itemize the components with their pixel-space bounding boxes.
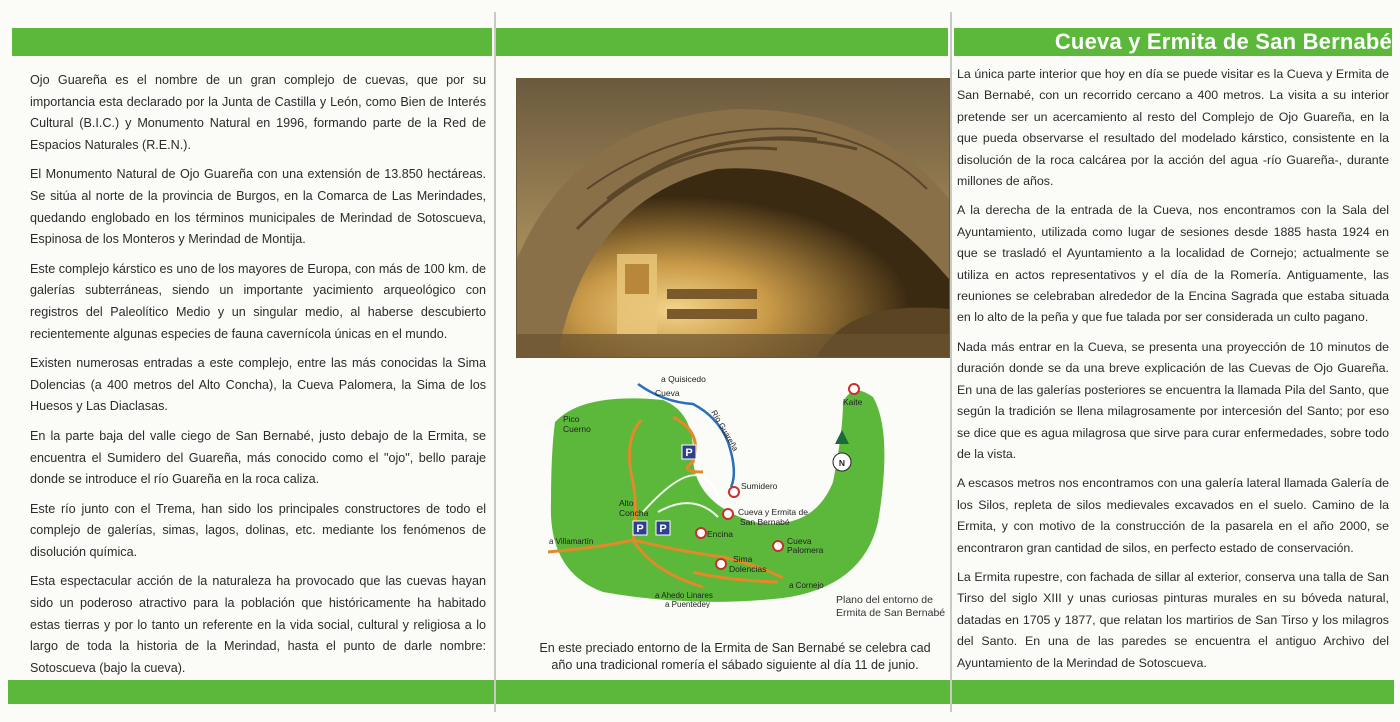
label-ermita-1: Cueva y Ermita de (738, 507, 808, 517)
marker-sumidero (729, 487, 739, 497)
right-paragraph-4: A escasos metros nos encontramos con una galería lateral llamada Galería de los Silos, repleta de silos medievales excavados en el suelo. Camino de la Ermita, y con motivo de la construcción de la pasarela en el año 2000, se encontraron gran cantidad de silos, en perfecto estado de conservación. (957, 476, 1389, 555)
romeria-caption-line-2: año una tradicional romería el sábado siguiente al día 11 de junio. (551, 657, 919, 672)
marker-palomera (773, 541, 783, 551)
right-paragraph-5: La Ermita rupestre, con fachada de sillar al exterior, conserva una talla de San Tirso del siglo XIII y unas curiosas pinturas murales en su bóveda natural, datadas en 1705 y 1877, que relatan los martirios de San Tirso y los milagros del Santo. En una de las paredes se encuentra el antiguo Archivo del Ayuntamiento de la Merindad de Sotoscueva. (957, 569, 1389, 670)
map-caption-line-2: Ermita de San Bernabé (836, 607, 946, 619)
parking-label-3: P (659, 523, 667, 535)
label-sumidero: Sumidero (741, 481, 778, 491)
label-quisicedo: a Quisicedo (661, 374, 706, 384)
left-paragraph-3: Este complejo kárstico es uno de los mayores de Europa, con más de 100 km. de galerías subterráneas, siendo un importante yacimiento arqueológico con registros del Paleolítico Medio y un singular medio, al haberse descubierto recientemente algunas especies de fauna cavernícola únicas en el mundo. (30, 261, 486, 341)
left-paragraph-2: El Monumento Natural de Ojo Guareña con una extensión de 13.850 hectáreas. Se sitúa al norte de la provincia de Burgos, en la Comarca de Las Merindades, quedando englobado en los términos municipales de Merindad de Sotoscueva, Espinosa de los Monteros y Merindad de Montija. (30, 167, 486, 247)
left-paragraph-6: Este río junto con el Trema, han sido los principales constructores de todo el complejo de galerías, simas, lagos, dolinas, etc. mediante los fenómenos de disolución química. (30, 501, 486, 559)
label-cuerno: Cuerno (563, 424, 591, 434)
marker-ermita (723, 509, 733, 519)
marker-kaite (849, 384, 859, 394)
left-column-text (30, 70, 486, 687)
label-palomera-2: Palomera (787, 545, 824, 555)
marker-dolencias (716, 559, 726, 569)
top-bar-left (12, 28, 492, 56)
label-dolencias-2: Dolencias (729, 564, 767, 574)
label-concha: Concha (619, 508, 649, 518)
label-cueva-top: Cueva (655, 388, 680, 398)
panel-title: Cueva y Ermita de San Bernabé (1054, 29, 1392, 54)
right-column-text (957, 64, 1389, 682)
fold-line-left (494, 12, 496, 712)
left-paragraph-7: Esta espectacular acción de la naturaleza ha provocado que las cuevas hayan sido un poderoso atractivo para la población que históricamente ha habitado estas tierras y por lo tanto un referente en la vida social, cultural y religiosa a lo largo de toda la historia de la Merindad, hasta el punto de darle nombre: Sotoscueva (bajo la cueva). (30, 574, 486, 675)
location-map (543, 372, 953, 608)
label-pico: Pico (563, 414, 580, 424)
marker-encina (696, 528, 706, 538)
label-kaite: Kaite (843, 397, 863, 407)
label-ahedo-2: a Puentedey (665, 600, 710, 608)
label-palomera-1: Cueva (787, 536, 812, 546)
right-paragraph-3: Nada más entrar en la Cueva, se presenta una proyección de 10 minutos de duración donde se da una breve explicación de las Cuevas de Ojo Guareña. En una de las galerías posteriores se encuentra la llamada Pila del Santo, que según la tradición se llena milagrosamente por intercesión del Santo; por eso se dice que es agua milagrosa que sirve para curar enfermedades, sobre todo de la vista. (957, 339, 1389, 461)
romeria-caption-line-1: En este preciado entorno de la Ermita de San Bernabé se celebra cad (539, 641, 931, 655)
label-rio: Río Guareña (709, 408, 740, 453)
left-paragraph-1: Ojo Guareña es el nombre de un gran complejo de cuevas, que por su importancia esta declarado por la Junta de Castilla y León, como Bien de Interés Cultural (B.I.C.) y Monumento Natural en 1996, formando parte de la Red de Espacios Naturales (R.E.N.). (30, 73, 486, 152)
cave-photo-illustration (517, 79, 949, 357)
left-paragraph-5: En la parte baja del valle ciego de San Bernabé, justo debajo de la Ermita, se encuentra el Sumidero del Guareña, más conocido como el "ojo", bello paraje donde se introduce el río Guareña en la roca caliza. (30, 428, 486, 487)
label-encina: Encina (707, 529, 733, 539)
map-caption (836, 594, 945, 620)
right-paragraph-1: La única parte interior que hoy en día se puede visitar es la Cueva y Ermita de San Bernabé, con un recorrido cercano a 400 metros. La visita a su interior pretende ser un acercamiento al resto del Complejo de Ojo Guareña, en la que pueda observarse el resultado del modelado kárstico, consistente en la disolución de la roca calcárea por la acción del agua -río Guareña-, durante millones de años. (957, 67, 1389, 189)
left-paragraph-4: Existen numerosas entradas a este complejo, entre las más conocidas la Sima Dolencias (a 400 metros del Alto Concha), la Cueva Palomera, la Sima de los Huesos y Las Diaclasas. (30, 356, 486, 414)
romeria-caption (525, 640, 945, 673)
right-paragraph-2: A la derecha de la entrada de la Cueva, nos encontramos con la Sala del Ayuntamiento, utilizada como lugar de sesiones desde 1885 hasta 1924 en que se trasladó el Ayuntamiento a la localidad de Cornejo; actualmente se utiliza en actos representativos y el día de la Romería. Antiguamente, las reuniones se celebraban alrededor de la Encina Sagrada que estaba situada en lo alto de la peña y que fue talada por ser considerada un culto pagano. (957, 203, 1389, 325)
parking-label-1: P (685, 447, 693, 459)
top-bar-middle (496, 28, 948, 56)
label-cornejo: a Cornejo (789, 581, 824, 590)
parking-label-2: P (636, 523, 644, 535)
label-villamartin: a Villamartín (549, 537, 594, 546)
label-ahedo-1: a Ahedo Linares (655, 591, 713, 600)
label-ermita-2: San Bernabé (740, 517, 790, 527)
label-alto: Alto (619, 498, 634, 508)
north-label: N (838, 458, 846, 468)
location-map-graphic (543, 372, 953, 608)
map-caption-line-1: Plano del entorno de (836, 594, 933, 606)
cave-photo (516, 78, 950, 358)
label-dolencias-1: Sima (733, 554, 753, 564)
